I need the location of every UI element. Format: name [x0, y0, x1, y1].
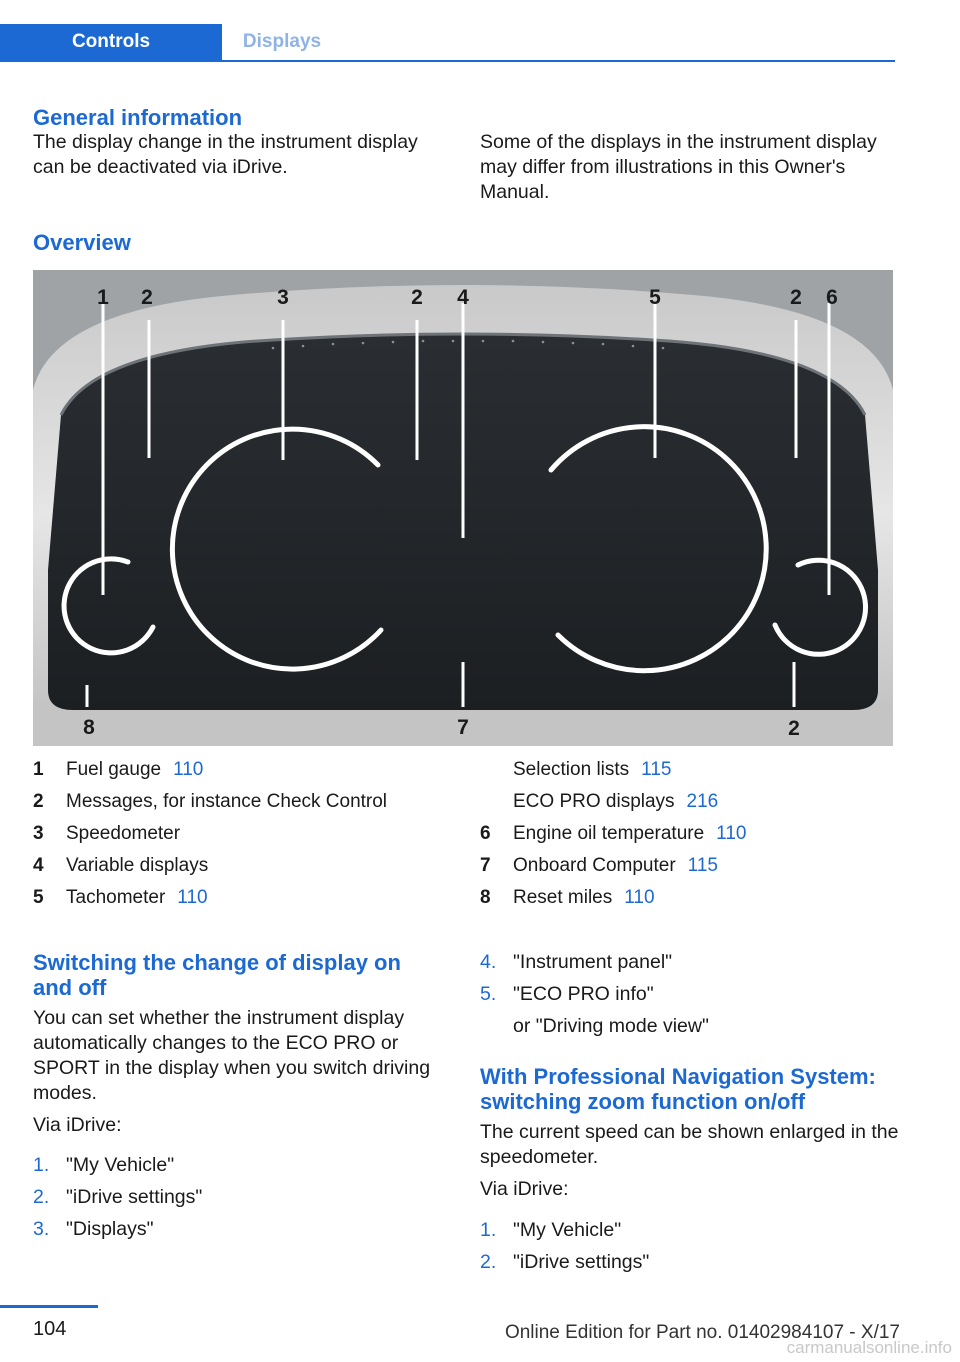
tabs-underline [0, 60, 895, 62]
general-right-text: Some of the displays in the instrument display may differ from illustrations in this Owner's Manual. [480, 131, 877, 203]
instrument-cluster-illustration [33, 270, 893, 746]
overview-heading: Overview [33, 230, 131, 255]
page-ref-link[interactable]: 110 [624, 887, 655, 908]
switching-text: You can set whether the instrument display automatically changes to the ECO PRO or SPORT in the display when you switch driving modes. [33, 1007, 431, 1104]
zoom-via: Via iDrive: [480, 1178, 569, 1200]
general-right [480, 130, 900, 205]
page-ref-link[interactable]: 110 [177, 887, 208, 908]
zoom-heading: With Professional Navigation System: switching zoom function on/off [480, 1064, 876, 1114]
callout-4: 4 [457, 286, 469, 309]
section-tabs [0, 24, 895, 62]
general-left [33, 105, 443, 180]
callout-6: 6 [826, 286, 838, 309]
zoom-text: The current speed can be shown enlarged in the speedometer. [480, 1121, 899, 1168]
switching-heading: Switching the change of display on and off [33, 950, 401, 1000]
callout-2a: 2 [141, 286, 153, 309]
callout-2d: 2 [788, 717, 800, 740]
tab-controls[interactable]: Controls [0, 24, 222, 60]
watermark: carmanualsonline.info [786, 1338, 952, 1357]
tab-displays[interactable]: Displays [242, 31, 322, 52]
callout-2c: 2 [790, 286, 802, 309]
edition-note: Online Edition for Part no. 01402984107 - X/17 [504, 1322, 900, 1343]
page-ref-link[interactable]: 216 [686, 791, 719, 812]
switching-section [33, 950, 443, 1138]
page-ref-link[interactable]: 115 [641, 759, 672, 780]
footer-rule [0, 1305, 98, 1308]
general-heading: General information [33, 105, 243, 130]
switching-via: Via iDrive: [33, 1114, 122, 1136]
callout-5: 5 [649, 286, 661, 309]
instrument-cluster-diagram [33, 270, 893, 746]
callout-8: 8 [83, 716, 95, 739]
general-left-text: The display change in the instrument display can be deactivated via iDrive. [33, 131, 418, 178]
callout-7: 7 [457, 716, 469, 739]
page-ref-link[interactable]: 110 [716, 823, 747, 844]
zoom-section [480, 1064, 900, 1202]
page-ref-link[interactable]: 110 [173, 759, 204, 780]
callout-2b: 2 [411, 286, 423, 309]
page-ref-link[interactable]: 115 [687, 855, 718, 876]
callout-3: 3 [277, 286, 289, 309]
page-number: 104 [33, 1318, 67, 1340]
callout-1: 1 [97, 286, 109, 309]
overview-section [33, 230, 443, 255]
